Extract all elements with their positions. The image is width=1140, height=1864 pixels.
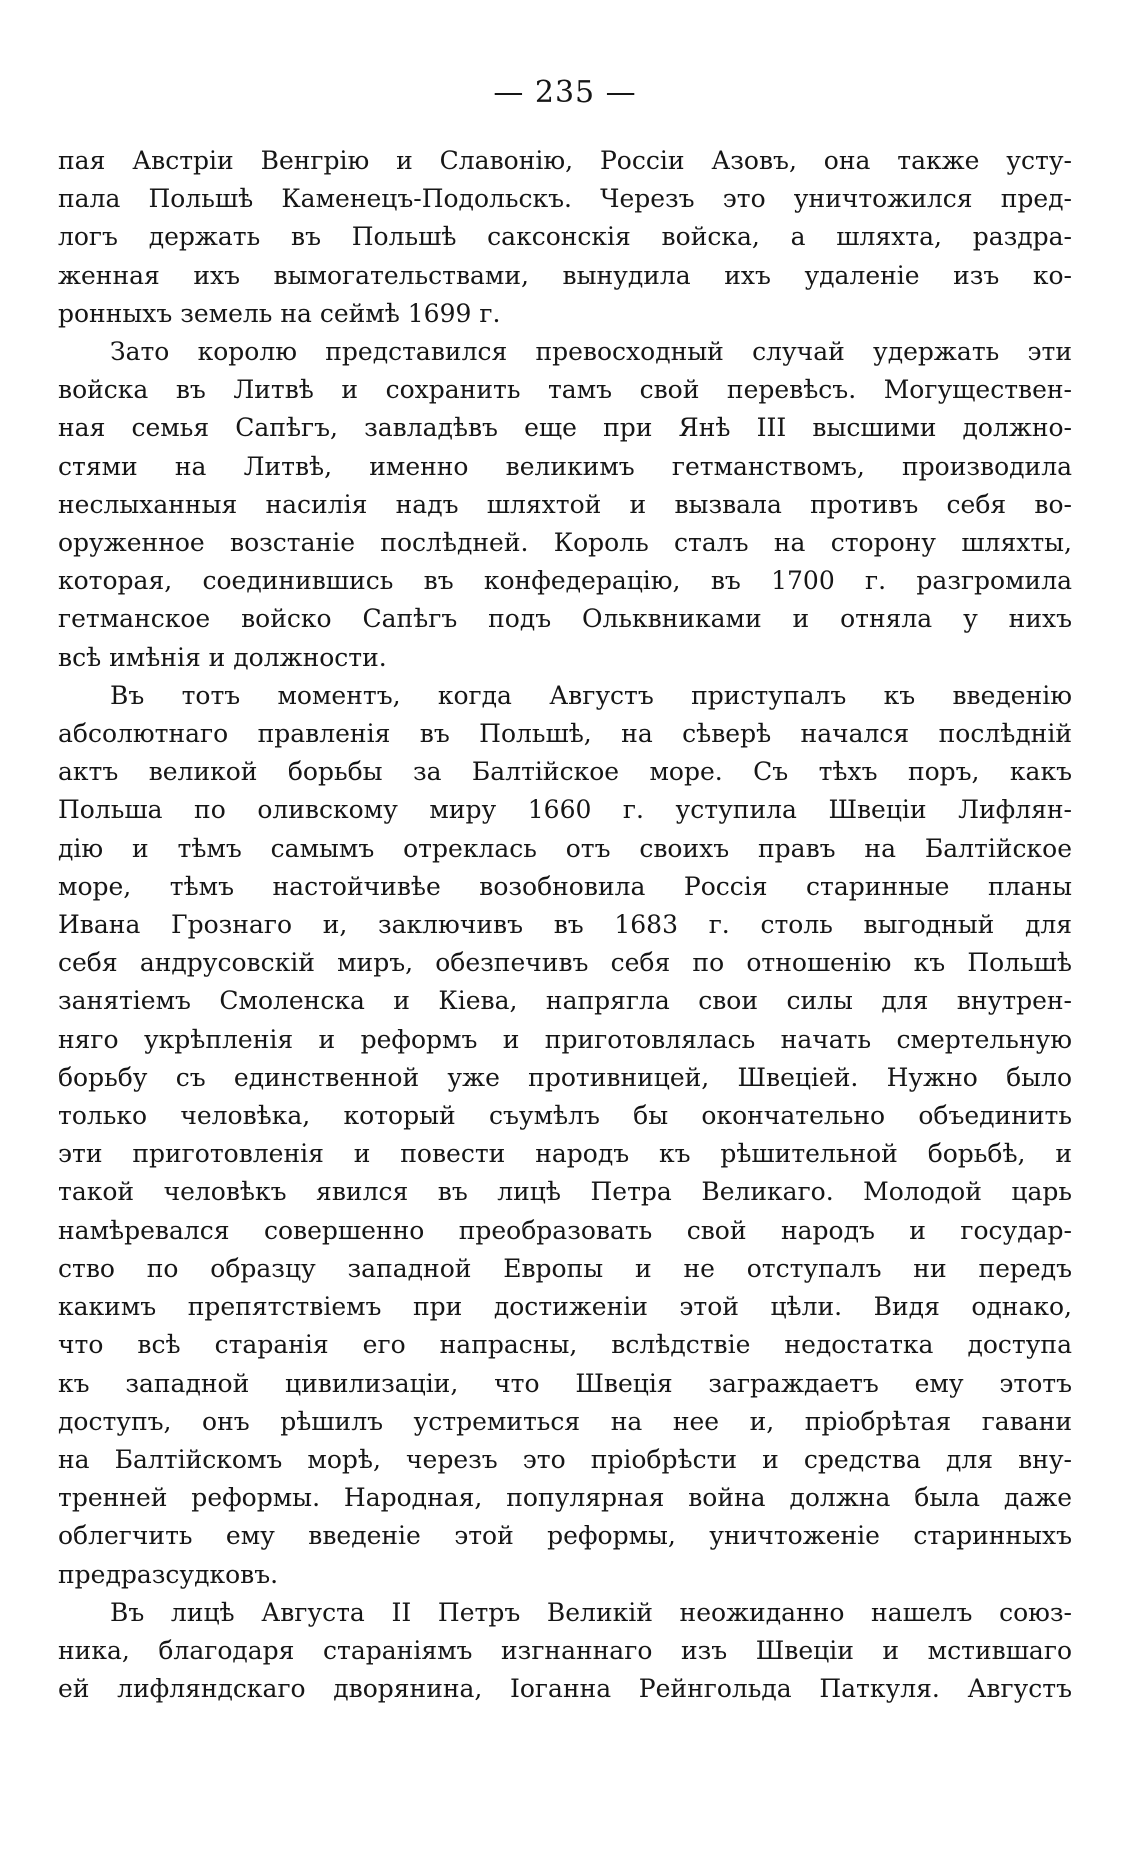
paragraph — [58, 1594, 1072, 1709]
text-line: гетманское войско Сапѣгъ подъ Ольквниками и отняла у нихъ — [58, 604, 1072, 634]
text-line: море, тѣмъ настойчивѣе возобновила Россія старинные планы — [58, 871, 1072, 901]
text-line: Ивана Грознаго и, заключивъ въ 1683 г. столь выгодный для — [58, 910, 1072, 940]
paragraph — [58, 142, 1072, 333]
text-line: пала Польшѣ Каменецъ-Подольскъ. Черезъ это уничтожился пред- — [58, 184, 1072, 214]
paragraph — [58, 333, 1072, 677]
text-line: къ западной цивилизаціи, что Швеція заграждаетъ ему этотъ — [58, 1368, 1072, 1398]
text-line: только человѣка, который съумѣлъ бы окончательно объединить — [58, 1101, 1072, 1131]
text-line: абсолютнаго правленія въ Польшѣ, на сѣверѣ начался послѣдній — [58, 719, 1072, 749]
text-line: ника, благодаря стараніямъ изгнаннаго изъ Швеціи и мстившаго — [58, 1635, 1072, 1665]
text-line: намѣревался совершенно преобразовать свой народъ и государ- — [58, 1215, 1072, 1245]
text-line: актъ великой борьбы за Балтійское море. Съ тѣхъ поръ, какъ — [58, 757, 1072, 787]
text-line: Зато королю представился превосходный случай удержать эти — [110, 337, 1072, 367]
text-line: которая, соединившись въ конфедерацію, въ 1700 г. разгромила — [58, 566, 1072, 596]
text-line: стями на Литвѣ, именно великимъ гетманствомъ, производила — [58, 451, 1072, 481]
text-line: ей лифляндскаго дворянина, Іоганна Рейнгольда Паткуля. Августъ — [58, 1674, 1072, 1704]
text-line: ство по образцу западной Европы и не отступалъ ни передъ — [58, 1253, 1072, 1283]
text-body — [58, 142, 1072, 1708]
text-line: что всѣ старанія его напрасны, вслѣдствіе недостатка доступа — [58, 1330, 1072, 1360]
text-line: себя андрусовскій миръ, обезпечивъ себя по отношенію къ Польшѣ — [58, 948, 1072, 978]
text-line: оруженное возстаніе послѣдней. Король сталъ на сторону шляхты, — [58, 528, 1072, 558]
text-line: занятіемъ Смоленска и Кіева, напрягла свои силы для внутрен- — [58, 986, 1072, 1016]
text-line: Въ лицѣ Августа II Петръ Великій неожиданно нашелъ союз- — [110, 1597, 1072, 1627]
text-line: пая Австріи Венгрію и Славонію, Россіи Азовъ, она также усту- — [58, 146, 1072, 175]
text-line: такой человѣкъ явился въ лицѣ Петра Великаго. Молодой царь — [58, 1177, 1072, 1207]
text-line: няго укрѣпленія и реформъ и приготовлялась начать смертельную — [58, 1024, 1072, 1054]
text-line: тренней реформы. Народная, популярная война должна была даже — [58, 1483, 1072, 1513]
text-line: облегчить ему введеніе этой реформы, уничтоженіе старинныхъ — [58, 1521, 1072, 1551]
text-line: какимъ препятствіемъ при достиженіи этой цѣли. Видя однако, — [58, 1292, 1072, 1322]
text-line: неслыханныя насилія надъ шляхтой и вызвала противъ себя во- — [58, 489, 1072, 519]
text-line: ная семья Сапѣгъ, завладѣвъ еще при Янѣ III высшими должно- — [58, 413, 1072, 443]
text-line: женная ихъ вымогательствами, вынудила ихъ удаленіе изъ ко- — [58, 260, 1072, 290]
text-line: предразсудковъ. — [58, 1559, 279, 1589]
text-line: дію и тѣмъ самымъ отреклась отъ своихъ правъ на Балтійское — [58, 833, 1072, 863]
text-line: Въ тотъ моментъ, когда Августъ приступалъ къ введенію — [110, 680, 1072, 710]
page-number: — 235 — — [493, 75, 637, 110]
paragraph — [58, 677, 1072, 1594]
text-line: всѣ имѣнія и должности. — [58, 642, 387, 672]
text-line: борьбу съ единственной уже противницей, Швеціей. Нужно было — [58, 1062, 1072, 1092]
text-line: на Балтійскомъ морѣ, черезъ это пріобрѣсти и средства для вну- — [58, 1444, 1072, 1474]
text-line: ронныхъ земель на сеймѣ 1699 г. — [58, 298, 501, 328]
text-line: доступъ, онъ рѣшилъ устремиться на нее и, пріобрѣтая гавани — [58, 1406, 1072, 1436]
text-line: Польша по оливскому миру 1660 г. уступила Швеціи Лифлян- — [58, 795, 1072, 825]
text-line: войска въ Литвѣ и сохранить тамъ свой перевѣсъ. Могуществен- — [58, 375, 1072, 405]
text-line: логъ держать въ Польшѣ саксонскія войска, а шляхта, раздра- — [58, 222, 1072, 252]
text-line: эти приготовленія и повести народъ къ рѣшительной борьбѣ, и — [58, 1139, 1072, 1169]
